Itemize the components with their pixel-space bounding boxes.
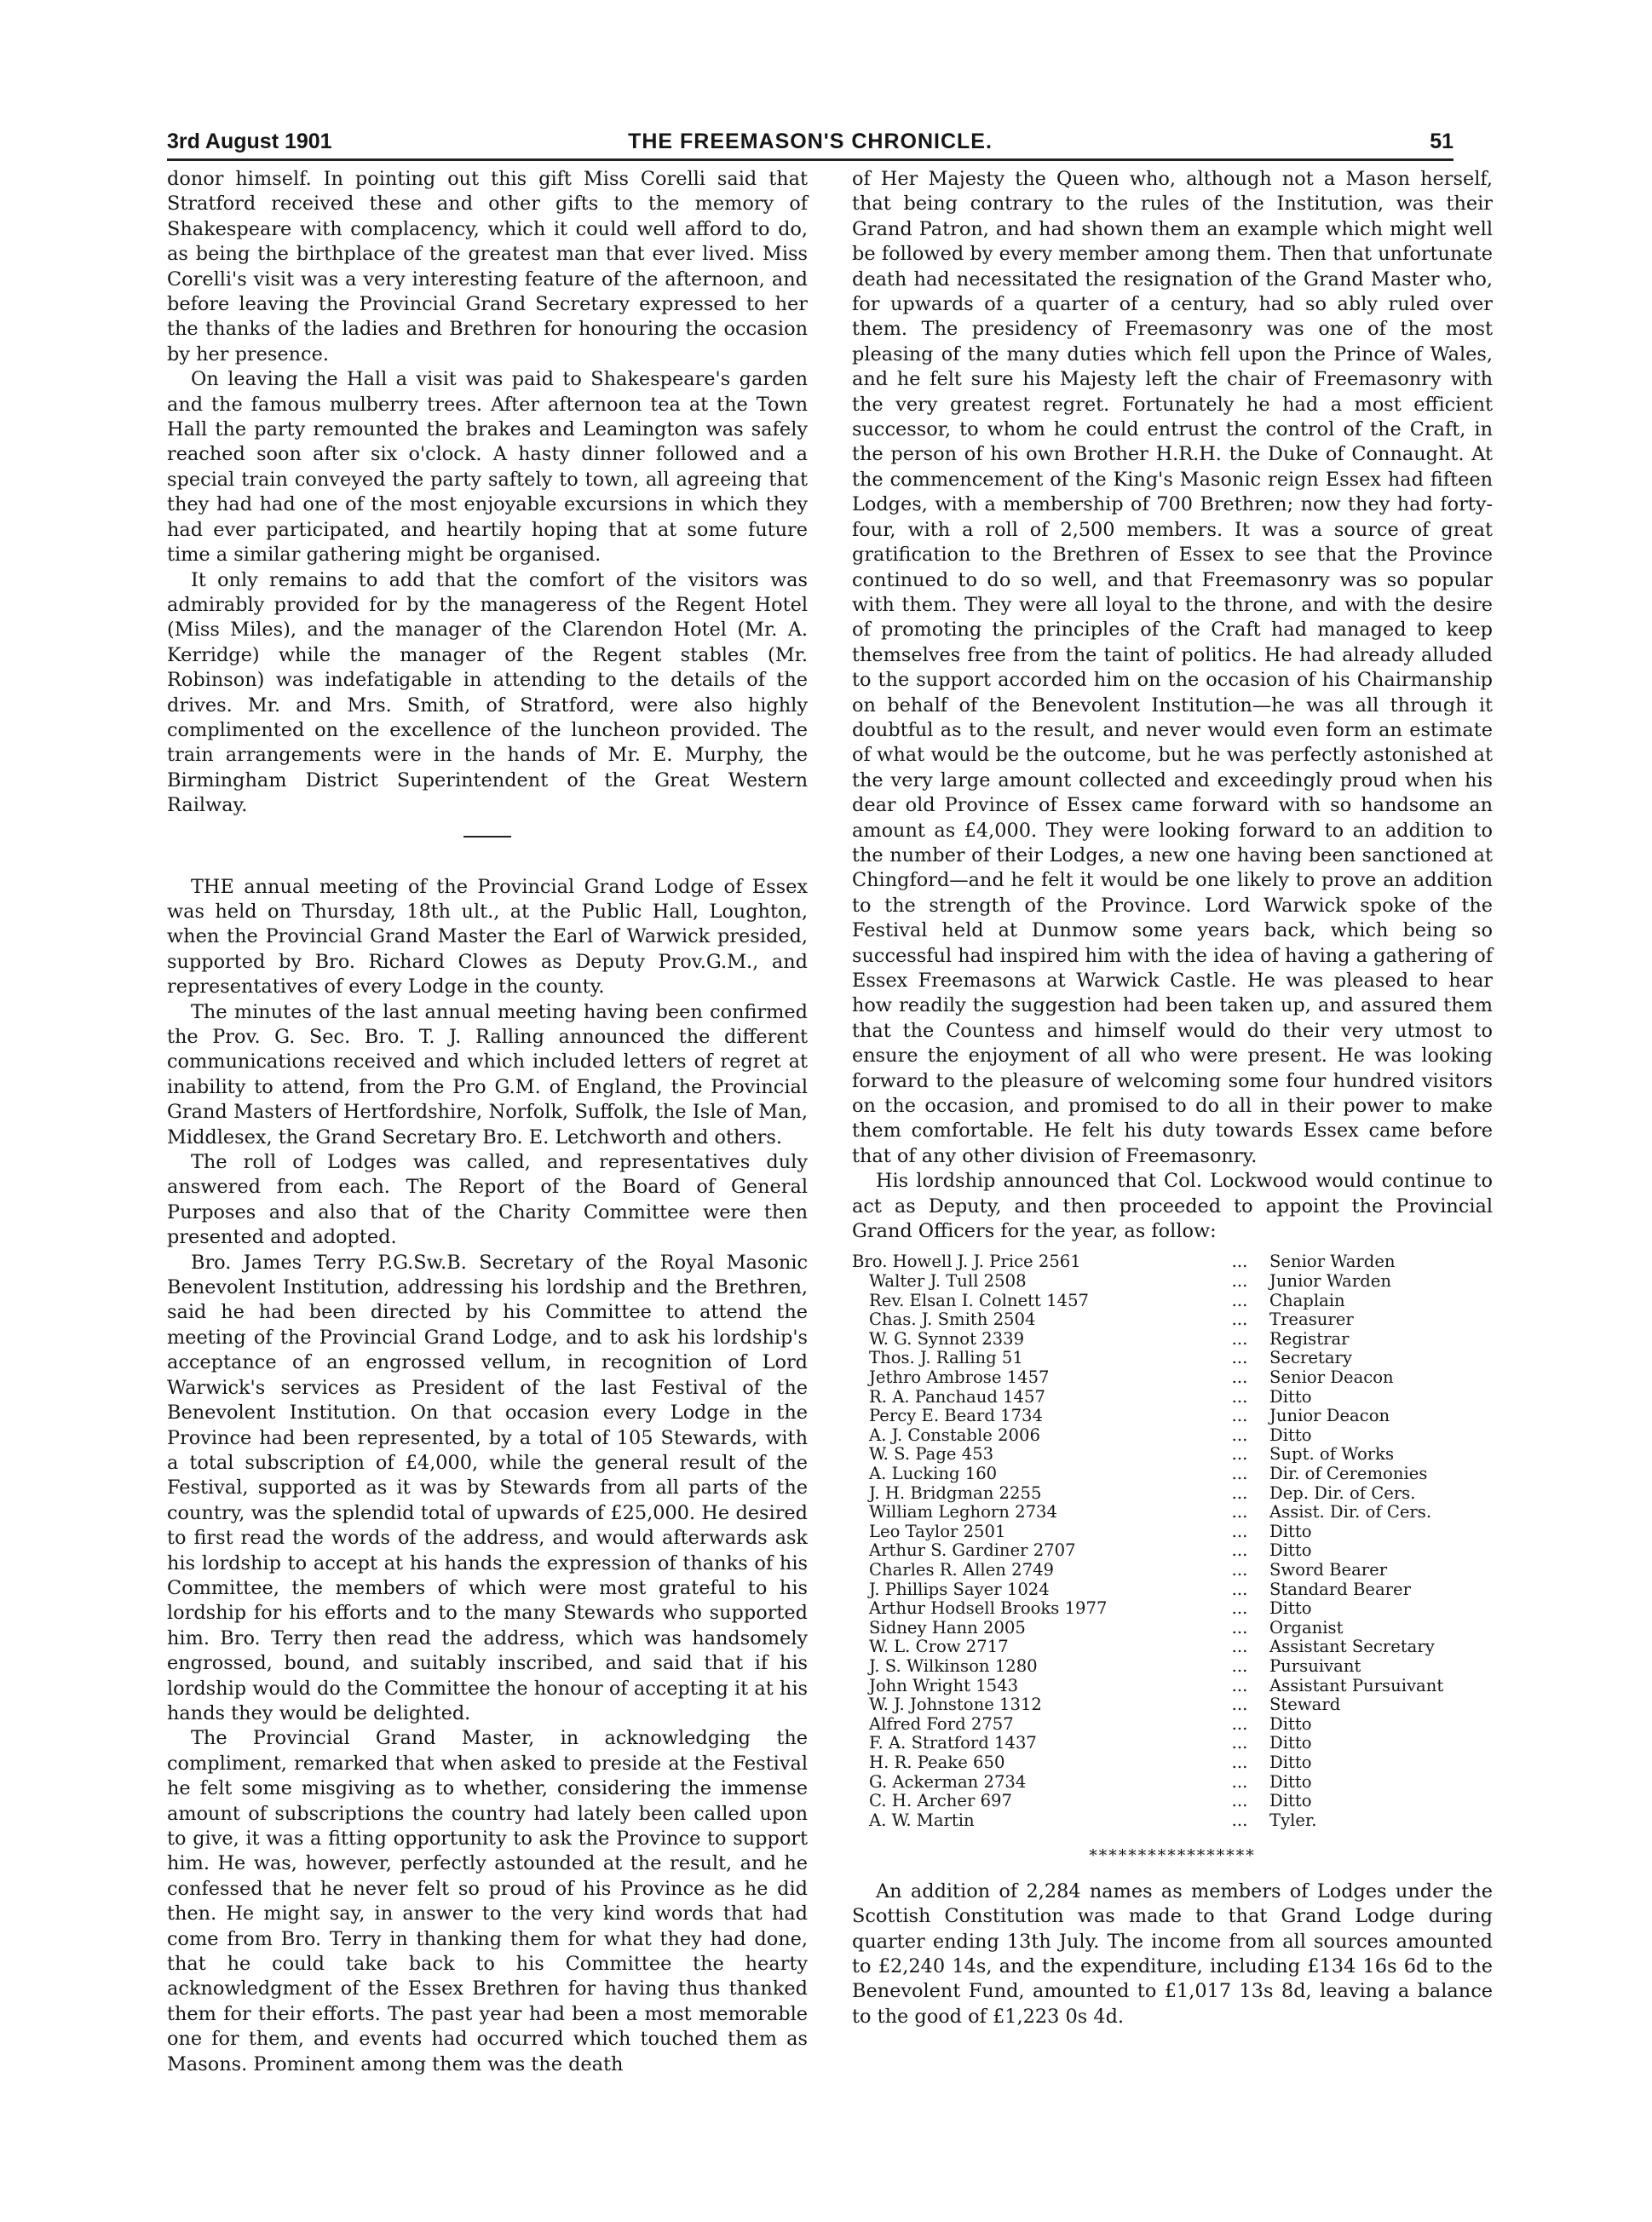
officer-row: [852, 1272, 1493, 1292]
officer-role: Senior Deacon: [1269, 1367, 1394, 1388]
leader-dots: ...: [1231, 1252, 1248, 1272]
officer-row: [852, 1811, 1493, 1831]
officer-role: Tyler.: [1269, 1810, 1317, 1830]
officer-name: Leo Taylor 2501: [869, 1521, 1006, 1541]
leader-dots: ...: [1231, 1464, 1248, 1483]
officer-name: R. A. Panchaud 1457: [869, 1386, 1045, 1407]
officer-name: W. G. Synnot 2339: [869, 1328, 1025, 1349]
officer-role: Registrar: [1269, 1328, 1350, 1349]
officer-name: G. Ackerman 2734: [869, 1771, 1027, 1792]
officer-row: [852, 1619, 1493, 1638]
officer-name: J. Phillips Sayer 1024: [869, 1579, 1050, 1599]
leader-dots: ...: [1231, 1444, 1248, 1465]
publication-title: THE FREEMASON'S CHRONICLE.: [628, 130, 993, 153]
officer-row: [852, 1638, 1493, 1657]
page-number: 51: [1430, 130, 1453, 153]
officer-role: Steward: [1269, 1695, 1341, 1715]
officer-name: Alfred Ford 2757: [869, 1713, 1014, 1734]
officer-role: Organist: [1269, 1617, 1344, 1638]
officer-name: Rev. Elsan I. Colnett 1457: [869, 1290, 1090, 1310]
officer-role: Senior Warden: [1269, 1252, 1396, 1272]
officer-role: Assistant Secretary: [1269, 1637, 1435, 1657]
officer-row: [852, 1523, 1493, 1542]
officer-name: J. S. Wilkinson 1280: [869, 1655, 1038, 1676]
officer-role: Dir. of Ceremonies: [1269, 1464, 1428, 1483]
article-paragraph: The minutes of the last annual meeting having been confirmed the Prov. G. Sec. Bro. T. J. Ralling announced the different communications received and which included letters of regret at inability to attend, from the Pro G.M. of England, the Provincial Grand Masters of Hertfordshire, Norfolk, Suffolk, the Isle of Man, Middlesex, the Grand Secretary Bro. E. Letchworth and others.: [167, 1000, 808, 1148]
leader-dots: ...: [1231, 1425, 1248, 1445]
leader-dots: ...: [1231, 1559, 1248, 1580]
officer-role: Ditto: [1269, 1733, 1312, 1753]
officer-name: Arthur S. Gardiner 2707: [869, 1540, 1076, 1561]
officer-name: Sidney Hann 2005: [869, 1617, 1026, 1638]
officer-name: A. Lucking 160: [869, 1464, 998, 1483]
leader-dots: ...: [1231, 1771, 1248, 1792]
officer-role: Ditto: [1269, 1386, 1312, 1407]
officer-role: Assist. Dir. of Cers.: [1269, 1502, 1432, 1523]
issue-date: 3rd August 1901: [167, 130, 332, 153]
officer-role: Sword Bearer: [1269, 1559, 1388, 1580]
officer-name: Charles R. Allen 2749: [869, 1559, 1055, 1580]
officer-row: [852, 1330, 1493, 1350]
officer-name: C. H. Archer 697: [869, 1791, 1012, 1811]
leader-dots: ...: [1231, 1540, 1248, 1561]
officer-row: [852, 1368, 1493, 1388]
leader-dots: ...: [1231, 1810, 1248, 1830]
section-stars: *****************: [1089, 1846, 1256, 1866]
officer-role: Ditto: [1269, 1598, 1312, 1619]
officer-row: [852, 1484, 1493, 1504]
leader-dots: ...: [1231, 1482, 1248, 1503]
right-column: [852, 167, 1493, 2029]
leader-dots: ...: [1231, 1290, 1248, 1310]
officer-name: A. J. Constable 2006: [869, 1425, 1040, 1445]
leader-dots: ...: [1231, 1271, 1248, 1292]
leader-dots: ...: [1231, 1598, 1248, 1619]
officer-name: John Wright 1543: [869, 1675, 1019, 1695]
officer-role: Ditto: [1269, 1540, 1312, 1561]
officer-row: [852, 1503, 1493, 1523]
article-paragraph: The roll of Lodges was called, and representatives duly answered from each. The Report of the Board of General Purposes and also that of the Charity Committee were then presented and adopted.: [167, 1151, 808, 1249]
officer-row: [852, 1773, 1493, 1793]
officer-row: [852, 1252, 1493, 1272]
officer-name: H. R. Peake 650: [869, 1752, 1005, 1772]
officer-row: [852, 1541, 1493, 1561]
officer-name: W. S. Page 453: [869, 1444, 994, 1465]
section-separator: [463, 836, 511, 838]
officer-row: [852, 1753, 1493, 1773]
officer-row: [852, 1292, 1493, 1311]
leader-dots: ...: [1231, 1752, 1248, 1772]
officer-name: Thos. J. Ralling 51: [869, 1348, 1023, 1368]
officer-name: Bro. Howell J. J. Price 2561: [852, 1252, 1081, 1272]
officer-role: Junior Warden: [1269, 1271, 1391, 1292]
officer-name: W. J. Johnstone 1312: [869, 1695, 1042, 1715]
article-paragraph: On leaving the Hall a visit was paid to Shakespeare's garden and the famous mulberry trees. After afternoon tea at the Town Hall the party remounted the brakes and Leamington was safely reached soon after six o'clock. A hasty dinner followed and a special train conveyed the party saftely to town, all agreeing that they had had one of the most enjoyable excursions in which they had ever participated, and heartily hoping that at some future time a similar gathering might be organised.: [167, 368, 808, 567]
officer-row: [852, 1580, 1493, 1600]
officer-row: [852, 1792, 1493, 1811]
officer-row: [852, 1561, 1493, 1580]
officer-row: [852, 1407, 1493, 1426]
officers-list: [852, 1252, 1493, 1830]
officer-row: [852, 1734, 1493, 1753]
article-paragraph: The Provincial Grand Master, in acknowledging the compliment, remarked that when asked to preside at the Festival he felt some misgiving as to whether, considering the immense amount of subscriptions the country had lately been called upon to give, it was a fitting opportunity to ask the Province to support him. He was, however, perfectly astounded at the result, and he confessed that he never felt so proud of his Province as he did then. He might say, in answer to the very kind words that had come from Bro. Terry in thanking them for what they had done, that he could take back to his Committee the hearty acknowledgment of the Essex Brethren for having thus thanked them for their efforts. The past year had been a most memorable one for them, and events had occurred which touched them as Masons. Prominent among them was the death: [167, 1727, 808, 2075]
officer-role: Supt. of Works: [1269, 1444, 1395, 1465]
officer-role: Ditto: [1269, 1791, 1312, 1811]
officer-row: [852, 1349, 1493, 1368]
officer-name: Chas. J. Smith 2504: [869, 1310, 1036, 1330]
article-paragraph: donor himself. In pointing out this gift Miss Corelli said that Stratford received these and other gifts to the memory of Shakespeare with complacency, which it could well afford to do, as being the birthplace of the greatest man that ever lived. Miss Corelli's visit was a very interesting feature of the afternoon, and before leaving the Provincial Grand Secretary expressed to her the thanks of the ladies and Brethren for honouring the occasion by her presence.: [167, 168, 808, 366]
leader-dots: ...: [1231, 1502, 1248, 1523]
officer-name: William Leghorn 2734: [869, 1502, 1057, 1523]
officer-name: A. W. Martin: [869, 1810, 975, 1830]
officer-role: Ditto: [1269, 1713, 1312, 1734]
officer-role: Ditto: [1269, 1752, 1312, 1772]
article-paragraph: Bro. James Terry P.G.Sw.B. Secretary of the Royal Masonic Benevolent Institution, addressing his lordship and the Brethren, said he had been directed by his Committee to attend the meeting of the Provincial Grand Lodge, and to ask his lordship's acceptance of an engrossed vellum, in recognition of Lord Warwick's services as President of the last Festival of the Benevolent Institution. On that occasion every Lodge in the Province had been represented, by a total of 105 Stewards, with a total subscription of £4,000, while the general result of the Festival, supported as it was by Stewards from all parts of the country, was the splendid total of upwards of £25,000. He desired to first read the words of the address, and would afterwards ask his lordship to accept at his hands the expression of thanks of his Committee, the members of which were most grateful to his lordship for his efforts and to the many Stewards who supported him. Bro. Terry then read the address, which was handsomely engrossed, bound, and suitably inscribed, and said that if his lordship would do the Committee the honour of accepting it at his hands they would be delighted.: [167, 1251, 808, 1724]
officer-row: [852, 1657, 1493, 1677]
officer-name: F. A. Stratford 1437: [869, 1733, 1037, 1753]
leader-dots: ...: [1231, 1310, 1248, 1330]
leader-dots: ...: [1231, 1617, 1248, 1638]
officer-row: [852, 1599, 1493, 1619]
leader-dots: ...: [1231, 1521, 1248, 1541]
officer-row: [852, 1465, 1493, 1484]
officer-row: [852, 1310, 1493, 1330]
officer-name: Walter J. Tull 2508: [869, 1271, 1027, 1292]
officer-role: Ditto: [1269, 1425, 1312, 1445]
leader-dots: ...: [1231, 1791, 1248, 1811]
officer-name: J. H. Bridgman 2255: [869, 1482, 1042, 1503]
officer-role: Assistant Pursuivant: [1269, 1675, 1444, 1695]
left-column: [167, 167, 808, 2077]
leader-dots: ...: [1231, 1406, 1248, 1426]
header-rule: [167, 158, 1453, 161]
officer-role: Treasurer: [1269, 1310, 1354, 1330]
officer-role: Junior Deacon: [1269, 1406, 1390, 1426]
page-header: [167, 128, 1453, 158]
leader-dots: ...: [1231, 1655, 1248, 1676]
leader-dots: ...: [1231, 1348, 1248, 1368]
article-paragraph: of Her Majesty the Queen who, although not a Mason herself, that being contrary to the rules of the Institution, was their Grand Patron, and had shown them an example which might well be followed by every member among them. Then that unfortunate death had necessitated the resignation of the Grand Master who, for upwards of a quarter of a century, had so ably ruled over them. The presidency of Freemasonry was one of the most pleasing of the many duties which fell upon the Prince of Wales, and he felt sure his Majesty left the chair of Freemasonry with the very greatest regret. Fortunately he had a most efficient successor, to whom he could entrust the control of the Craft, in the person of his own Brother H.R.H. the Duke of Connaught. At the commencement of the King's Masonic reign Essex had fifteen Lodges, with a membership of 700 Brethren; now they had forty-four, with a roll of 2,500 members. It was a source of great gratification to the Brethren of Essex to see that the Province continued to do so well, and that Freemasonry was so popular with them. They were all loyal to the throne, and with the desire of promoting the principles of the Craft had managed to keep themselves free from the taint of politics. He had already alluded to the support accorded him on the occasion of his Chairmanship on behalf of the Benevolent Institution—he was all through it doubtful as to the result, and never would even form an estimate of what would be the outcome, but he was perfectly astonished at the very large amount collected and exceedingly proud when his dear old Province of Essex came forward with so handsome an amount as £4,000. They were looking forward to an addition to the number of their Lodges, a new one having been sanctioned at Chingford—and he felt it would be one likely to prove an addition to the strength of the Province. Lord Warwick spoke of the Festival held at Dunmow some years back, which being so successful had inspired him with the idea of having a gathering of Essex Freemasons at Warwick Castle. He was pleased to hear how readily the suggestion had been taken up, and assured them that the Countess and himself would do their very utmost to ensure the enjoyment of all who were present. He was looking forward to the pleasure of welcoming some four hundred visitors on the occasion, and promised to do all in their power to make them comfortable. He felt his duty towards Essex came before that of any other division of Freemasonry.: [852, 168, 1493, 1167]
officer-row: [852, 1695, 1493, 1715]
leader-dots: ...: [1231, 1579, 1248, 1599]
officer-role: Ditto: [1269, 1521, 1312, 1541]
officer-role: Secretary: [1269, 1348, 1352, 1368]
leader-dots: ...: [1231, 1367, 1248, 1388]
article-paragraph: An addition of 2,284 names as members of Lodges under the Scottish Constitution was made to that Grand Lodge during quarter ending 13th July. The income from all sources amounted to £2,240 14s, and the expenditure, including £134 16s 6d to the Benevolent Fund, amounted to £1,017 13s 8d, leaving a balance to the good of £1,223 0s 4d.: [852, 1879, 1493, 2028]
officer-role: Pursuivant: [1269, 1655, 1361, 1676]
officer-name: W. L. Crow 2717: [869, 1637, 1009, 1657]
officer-role: Dep. Dir. of Cers.: [1269, 1482, 1416, 1503]
article-paragraph: It only remains to add that the comfort of the visitors was admirably provided for by the manageress of the Regent Hotel (Miss Miles), and the manager of the Clarendon Hotel (Mr. A. Kerridge) while the manager of the Regent stables (Mr. Robinson) was indefatigable in attending to the details of the drives. Mr. and Mrs. Smith, of Stratford, were also highly complimented on the excellence of the luncheon provided. The train arrangements were in the hands of Mr. E. Murphy, the Birmingham District Superintendent of the Great Western Railway.: [167, 568, 808, 817]
leader-dots: ...: [1231, 1733, 1248, 1753]
leader-dots: ...: [1231, 1713, 1248, 1734]
officer-row: [852, 1677, 1493, 1696]
officer-name: Arthur Hodsell Brooks 1977: [869, 1598, 1108, 1619]
article-paragraph: His lordship announced that Col. Lockwood would continue to act as Deputy, and then proceeded to appoint the Provincial Grand Officers for the year, as follow:: [852, 1170, 1493, 1243]
officer-role: Ditto: [1269, 1771, 1312, 1792]
officer-name: Percy E. Beard 1734: [869, 1406, 1043, 1426]
leader-dots: ...: [1231, 1675, 1248, 1695]
officer-role: Standard Bearer: [1269, 1579, 1411, 1599]
officer-row: [852, 1388, 1493, 1407]
leader-dots: ...: [1231, 1637, 1248, 1657]
officer-row: [852, 1426, 1493, 1446]
article-paragraph: THE annual meeting of the Provincial Grand Lodge of Essex was held on Thursday, 18th ult., at the Public Hall, Loughton, when the Provincial Grand Master the Earl of Warwick presided, supported by Bro. Richard Clowes as Deputy Prov.G.M., and representatives of every Lodge in the county.: [167, 875, 808, 999]
officer-name: Jethro Ambrose 1457: [869, 1367, 1050, 1388]
leader-dots: ...: [1231, 1386, 1248, 1407]
leader-dots: ...: [1231, 1695, 1248, 1715]
leader-dots: ...: [1231, 1328, 1248, 1349]
officer-row: [852, 1715, 1493, 1735]
officer-role: Chaplain: [1269, 1290, 1345, 1310]
officer-row: [852, 1445, 1493, 1465]
